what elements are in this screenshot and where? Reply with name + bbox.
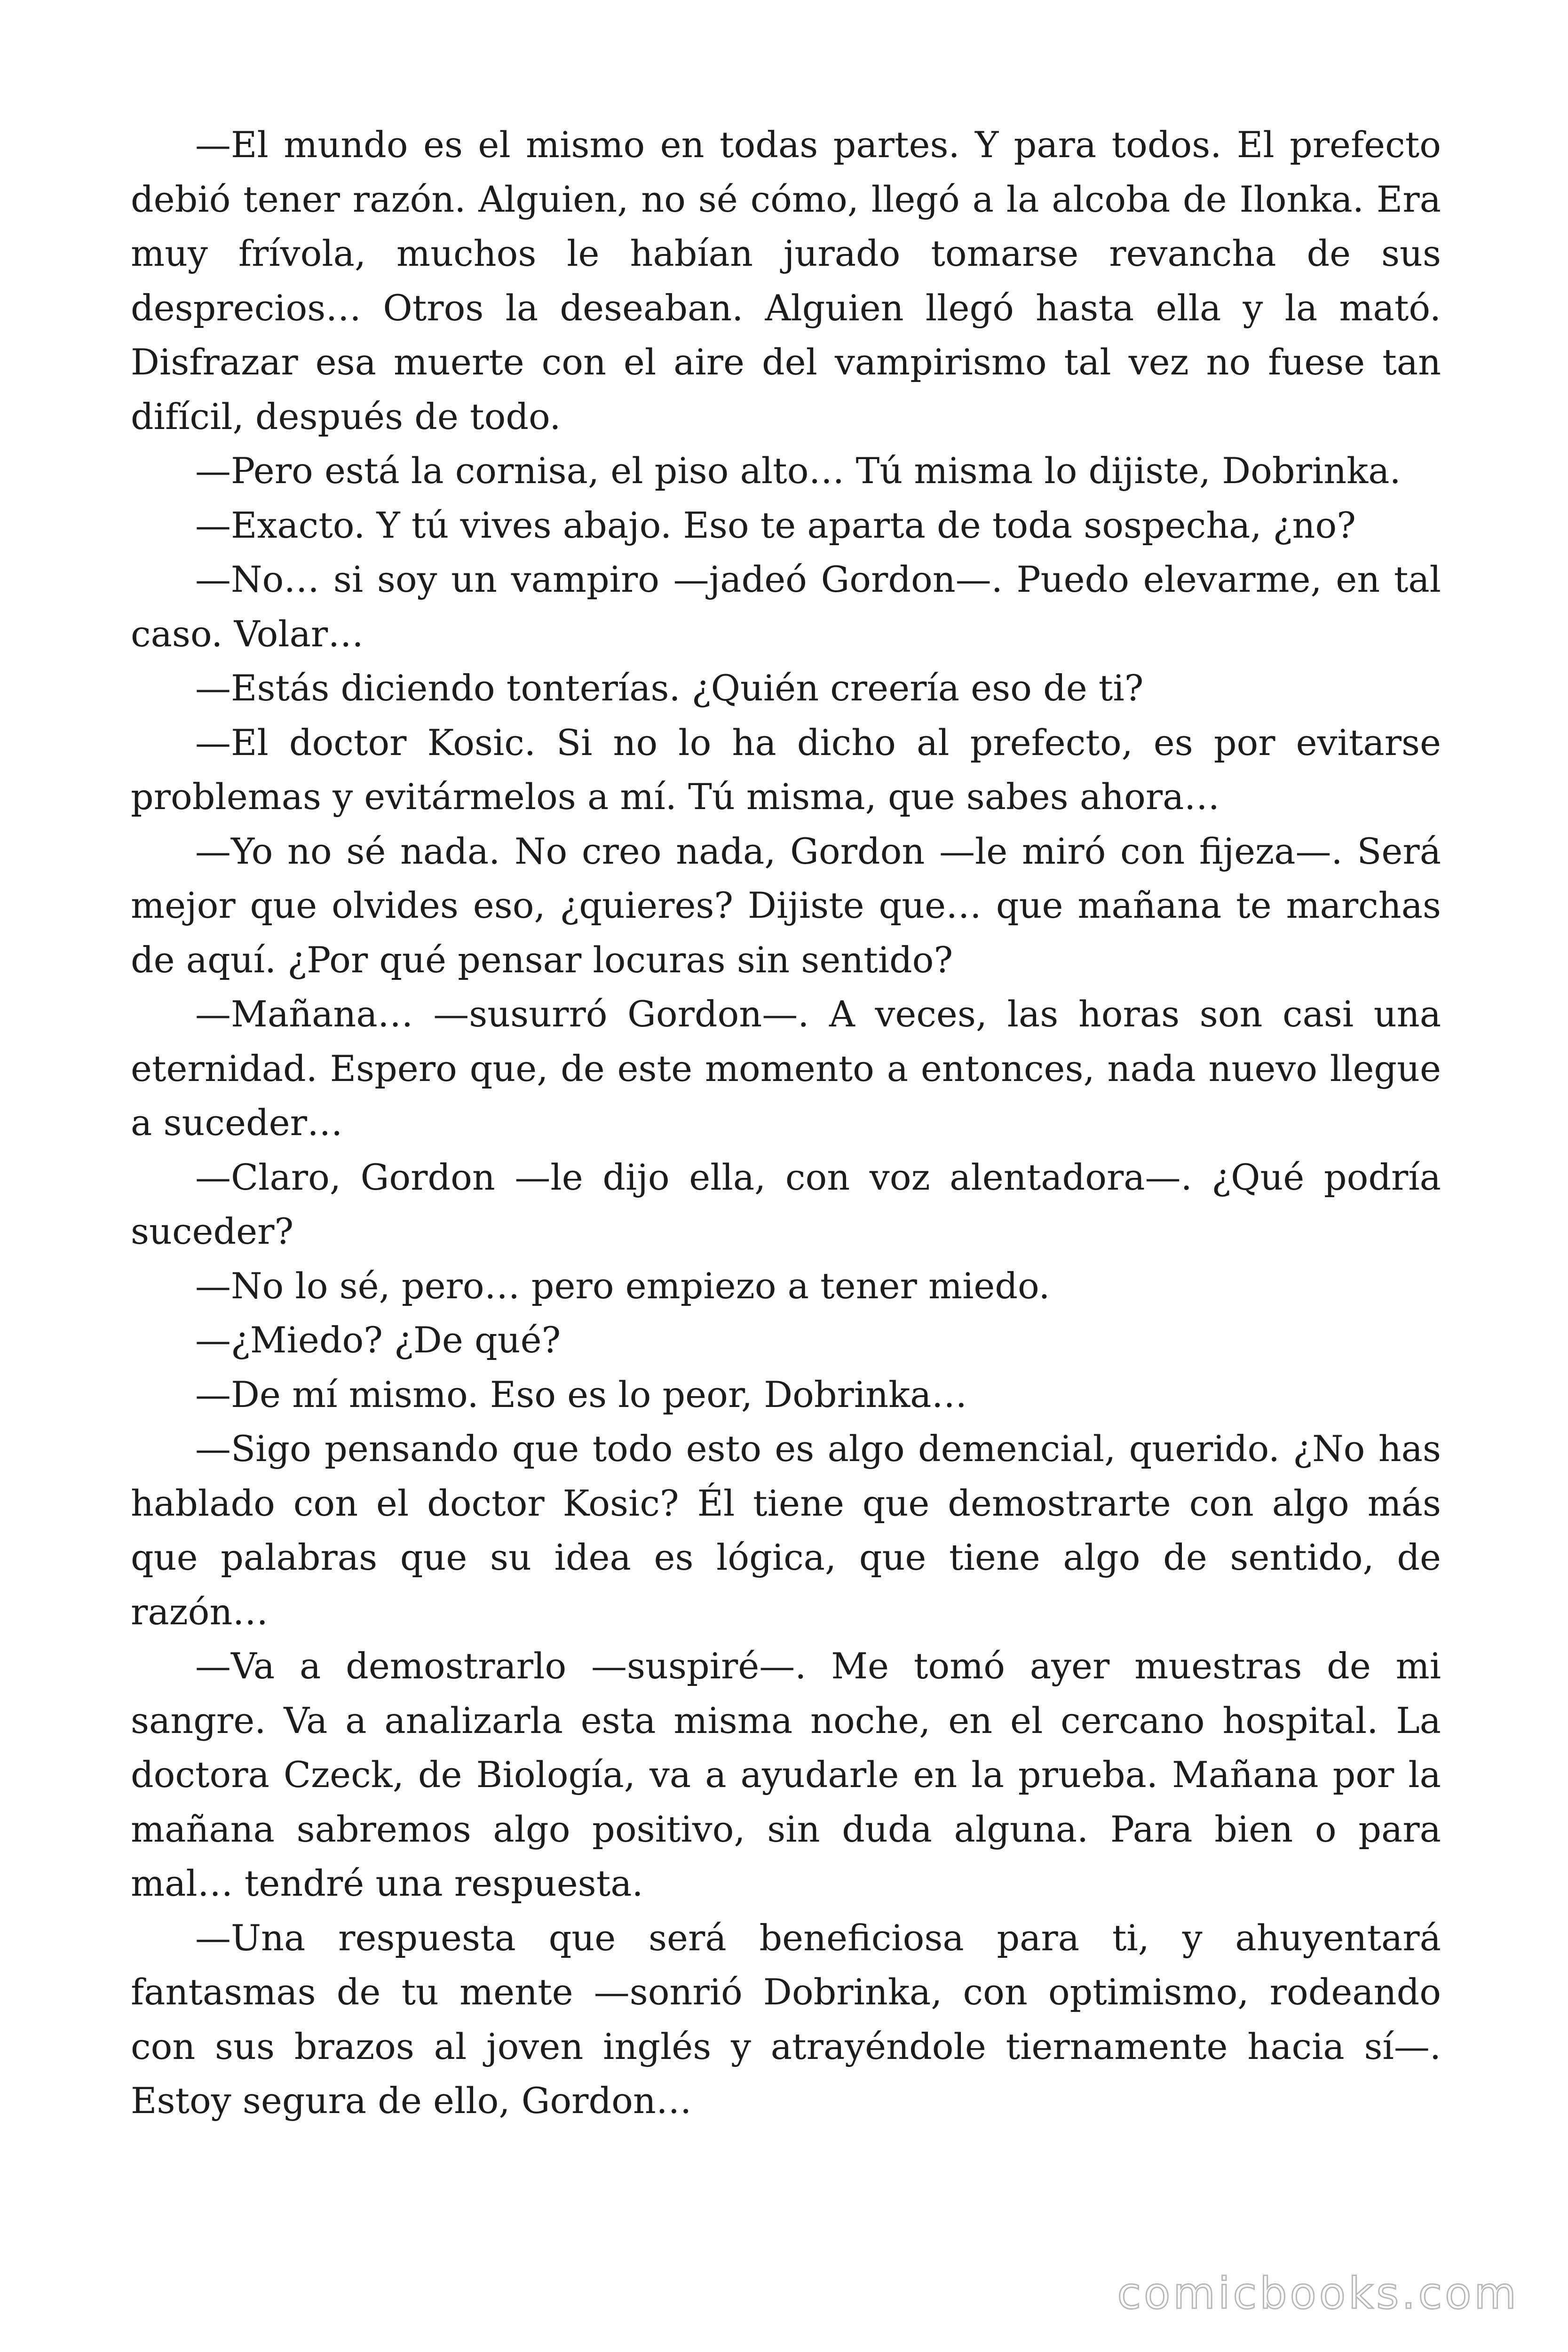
paragraph: —Pero está la cornisa, el piso alto… Tú misma lo dijiste, Dobrinka. (195, 450, 1401, 492)
paragraph: —El doctor Kosic. Si no lo ha dicho al prefecto, es por evitarse problemas y evitármelos a mí. Tú misma, que sabes ahora… (131, 721, 1441, 818)
paragraph: —De mí mismo. Eso es lo peor, Dobrinka… (195, 1373, 967, 1415)
paragraph: —Va a demostrarlo —suspiré—. Me tomó ayer muestras de mi sangre. Va a analizarla esta misma noche, en el cercano hospital. La doctora Czeck, de Biología, va a ayudarle en la prueba. Mañana por la mañana sabremos algo positivo, sin duda alguna. Para bien o para mal… tendré una respuesta. (131, 1645, 1441, 1904)
paragraph: —El mundo es el mismo en todas partes. Y para todos. El prefecto debió tener razón. Alguien, no sé cómo, llegó a la alcoba de Ilonka. Era muy frívola, muchos le habían jurado tomarse revancha de sus desprecios… Otros la deseaban. Alguien llegó hasta ella y la mató. Disfrazar esa muerte con el aire del vampirismo tal vez no fuese tan difícil, después de todo. (131, 124, 1441, 437)
paragraph: —Exacto. Y tú vives abajo. Eso te aparta de toda sospecha, ¿no? (195, 504, 1356, 546)
watermark: comicbooks.com (1117, 2268, 1519, 2319)
paragraph: —Claro, Gordon —le dijo ella, con voz alentadora—. ¿Qué podría suceder? (131, 1156, 1441, 1252)
paragraph: —Estás diciendo tonterías. ¿Quién creería eso de ti? (195, 667, 1144, 709)
paragraph: —Sigo pensando que todo esto es algo demencial, querido. ¿No has hablado con el doctor Kosic? Él tiene que demostrarte con algo más que palabras que su idea es lógica, que tiene algo de sentido, de razón… (131, 1428, 1441, 1633)
paragraph: —Yo no sé nada. No creo nada, Gordon —le miró con fijeza—. Será mejor que olvides eso, ¿quieres? Dijiste que… que mañana te marchas de aquí. ¿Por qué pensar locuras sin sentido? (131, 830, 1441, 981)
paragraph: —Mañana… —susurró Gordon—. A veces, las horas son casi una eternidad. Espero que, de este momento a entonces, nada nuevo llegue a suceder… (131, 993, 1441, 1144)
body-text (131, 118, 1441, 2128)
paragraph: —Una respuesta que será beneficiosa para ti, y ahuyentará fantasmas de tu mente —sonrió Dobrinka, con optimismo, rodeando con sus brazos al joven inglés y atrayéndole tiernamente hacia sí—. Estoy segura de ello, Gordon… (131, 1916, 1441, 2122)
paragraph: —No… si soy un vampiro —jadeó Gordon—. Puedo elevarme, en tal caso. Volar… (131, 558, 1441, 655)
paragraph: —No lo sé, pero… pero empiezo a tener miedo. (195, 1264, 1050, 1307)
paragraph: —¿Miedo? ¿De qué? (195, 1319, 561, 1361)
